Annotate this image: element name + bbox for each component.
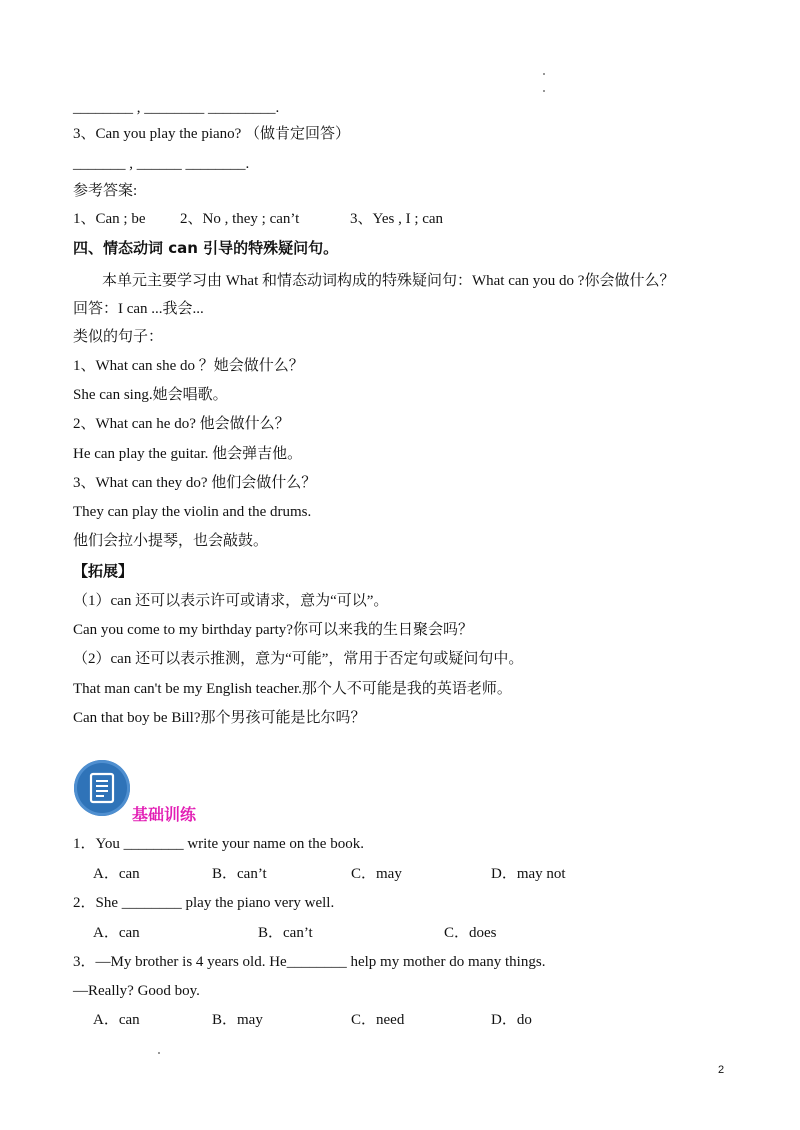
reply-text: 回答：I can ...我会... [73,301,204,317]
answer-1: 1、Can ; be [73,211,146,227]
section-4-heading: 四、情态动词 can 引导的特殊疑问句。 [73,239,339,257]
q1-option-a: A．can [93,866,140,882]
example-1-question: 1、What can she do ？她会做什么？ [73,358,304,374]
extension-2-example-1: That man can't be my English teacher.那个人不可能是我的英语老师。 [73,681,512,697]
q1-option-d: D．may not [491,866,566,882]
answer-3: 3、Yes , I ; can [350,211,444,227]
answer-key-label: 参考答案: [73,183,138,199]
exercise-question-3-reply: —Really? Good boy. [73,983,200,999]
extension-2: （2）can 还可以表示推测，意为“可能”，常用于否定句或疑问句中。 [73,651,524,667]
example-2-answer: He can play the guitar. 他会弹吉他。 [73,446,303,462]
page-number: 2 [718,1064,725,1076]
answer-2: 2、No , they ; can’t [180,211,300,227]
example-3-answer-chinese: 他们会拉小提琴，也会敲鼓。 [73,533,269,549]
example-3-question: 3、What can they do? 他们会做什么？ [73,475,317,491]
q2-option-b: B．can’t [258,925,313,941]
basic-training-heading: 基础训练 [132,805,197,824]
q3-option-c: C．need [351,1012,405,1028]
q2-option-a: A．can [93,925,140,941]
scan-dot [543,90,545,92]
extension-heading: 【拓展】 [73,562,134,580]
similar-sentences-label: 类似的句子： [73,329,164,345]
example-1-answer: She can sing.她会唱歌。 [73,387,228,403]
example-3-answer: They can play the violin and the drums. [73,504,312,520]
blank-answer-line: ________ , ________ _________. [73,100,280,116]
q2-option-c: C．does [444,925,497,941]
exercise-question-2: 2．She ________ play the piano very well. [73,895,335,911]
scan-dot [543,73,545,75]
q3-option-a: A．can [93,1012,140,1028]
extension-2-example-2: Can that boy be Bill?那个男孩可能是比尔吗？ [73,710,366,726]
q1-option-c: C．may [351,866,402,882]
exercise-question-3: 3．—My brother is 4 years old. He________ help my mother do many things. [73,954,546,970]
q3-option-b: B．may [212,1012,263,1028]
q3-option-d: D．do [491,1012,532,1028]
q1-option-b: B．can’t [212,866,267,882]
scan-dot [158,1052,160,1054]
question-3: 3、Can you play the piano? （做肯定回答） [73,126,351,142]
extension-1-example: Can you come to my birthday party?你可以来我的生日聚会吗？ [73,622,473,638]
intro-paragraph: 本单元主要学习由 What 和情态动词构成的特殊疑问句：What can you do ?你会做什么？ [102,273,675,289]
blank-answer-line: _______ , ______ ________. [73,156,250,172]
document-icon [74,760,130,816]
example-2-question: 2、What can he do? 他会做什么？ [73,416,290,432]
exercise-question-1: 1．You ________ write your name on the book. [73,836,364,852]
extension-1: （1）can 还可以表示许可或请求，意为“可以”。 [73,593,389,609]
